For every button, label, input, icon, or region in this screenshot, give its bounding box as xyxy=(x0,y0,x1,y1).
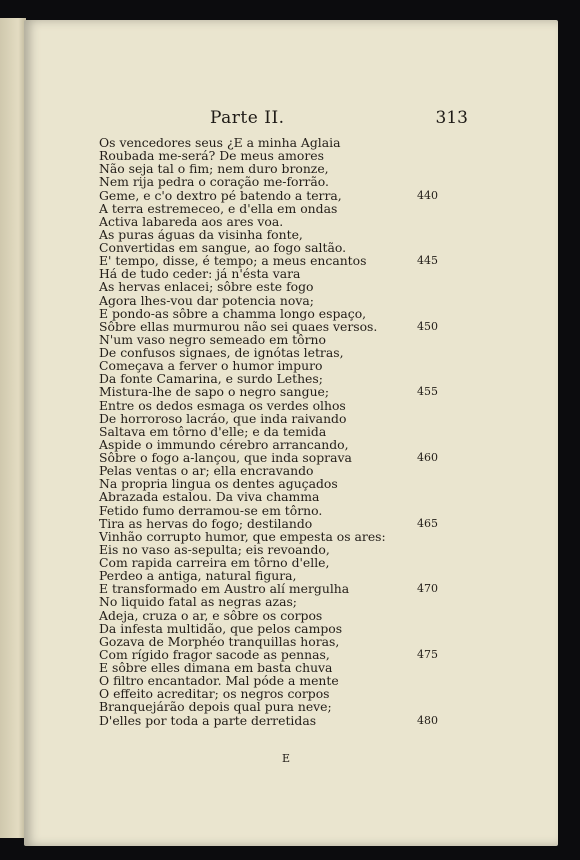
line-number: 480 xyxy=(417,713,438,727)
verse-text: O filtro encantador. Mal póde a mente xyxy=(99,673,339,689)
verse-text: Adeja, cruza o ar, e sôbre os corpos xyxy=(99,607,323,623)
verse-line xyxy=(99,714,539,727)
line-number: 440 xyxy=(417,188,438,202)
verse-text: Entre os dedos esmaga os verdes olhos xyxy=(99,397,346,413)
verse-text: As hervas enlacei; sôbre este fogo xyxy=(99,279,314,295)
verse-text: Aspide o immundo cérebro arrancando, xyxy=(99,436,349,452)
verse-text: Nem rija pedra o coração me-forrão. xyxy=(99,174,329,190)
line-number: 470 xyxy=(417,582,438,596)
verse-text: Com rígido fragor sacode as pennas, xyxy=(99,646,330,662)
verse-text: Convertidas em sangue, ao fogo saltão. xyxy=(99,240,347,255)
line-number: 455 xyxy=(417,385,438,399)
verse-text: Os vencedores seus ¿E a minha Aglaia xyxy=(99,135,341,150)
verse-text: D'elles por toda a parte derretidas xyxy=(99,712,317,728)
verse-text: Com rapida carreira em tôrno d'elle, xyxy=(99,555,330,570)
verse-text: E' tempo, disse, é tempo; a meus encantos xyxy=(99,253,367,269)
verse-text: Activa labareda aos ares voa. xyxy=(99,213,284,229)
verse-text: O effeito acreditar; os negros corpos xyxy=(99,686,330,702)
verse-text: Geme, e c'o dextro pé batendo a terra, xyxy=(99,187,342,203)
verse-text: Da fonte Camarina, e surdo Lethes; xyxy=(99,371,323,387)
verse-text: Roubada me-será? De meus amores xyxy=(99,148,324,164)
verse-text: De confusos signaes, de ignótas letras, xyxy=(99,345,344,360)
verse-text: Vinhão corrupto humor, que empesta os ares: xyxy=(99,528,386,544)
verse-text: Tira as hervas do fogo; destilando xyxy=(99,515,313,531)
verse-text: Perdeo a antiga, natural figura, xyxy=(99,568,297,584)
verse-text: Não seja tal o fim; nem duro bronze, xyxy=(99,161,329,177)
verse-text: Gozava de Morphéo tranquillas horas, xyxy=(99,633,340,649)
line-number: 465 xyxy=(417,516,438,530)
verse-text: E pondo-as sôbre a chamma longo espaço, xyxy=(99,305,367,321)
poem-text xyxy=(99,136,539,727)
verse-text: Pelas ventas o ar; ella encravando xyxy=(99,463,314,479)
verse-text: Fetido fumo derramou-se em tôrno. xyxy=(99,502,323,518)
verse-text: Agora lhes-vou dar potencia nova; xyxy=(99,292,314,308)
line-number: 460 xyxy=(417,451,438,464)
verse-text: E transformado em Austro alí mergulha xyxy=(99,581,350,597)
verse-text: Eis no vaso as-sepulta; eis revoando, xyxy=(99,541,330,557)
running-header xyxy=(24,108,558,130)
verse-text: No liquido fatal as negras azas; xyxy=(99,594,297,610)
line-number: 475 xyxy=(417,647,438,661)
verse-text: Na propria lingua os dentes aguçados xyxy=(99,476,338,492)
verse-text: Começava a ferver o humor impuro xyxy=(99,358,323,374)
page-number: 313 xyxy=(435,108,468,128)
running-title: Parte II. xyxy=(210,108,285,128)
verse-text: Branquejárão depois qual pura neve; xyxy=(99,699,332,715)
verse-text: De horroroso lacráo, que inda raivando xyxy=(99,410,347,426)
verse-text: Abrazada estalou. Da viva chamma xyxy=(99,489,320,505)
previous-page-edge xyxy=(0,18,26,838)
verse-text: As puras águas da visinha fonte, xyxy=(99,226,303,242)
book-page xyxy=(24,20,558,846)
line-number: 450 xyxy=(417,319,438,333)
line-number: 445 xyxy=(417,254,438,268)
verse-text: E sôbre elles dimana em basta chuva xyxy=(99,660,333,675)
verse-text: A terra estremeceo, e d'ella em ondas xyxy=(99,200,338,216)
signature-mark: E xyxy=(282,752,291,765)
verse-text: Sôbre ellas murmurou não sei quaes versos. xyxy=(99,318,378,334)
verse-text: Saltava em tôrno d'elle; e da temida xyxy=(99,423,327,439)
verse-text: Da infesta multidão, que pelos campos xyxy=(99,620,343,636)
verse-text: Mistura-lhe de sapo o negro sangue; xyxy=(99,384,330,400)
verse-text: N'um vaso negro semeado em tôrno xyxy=(99,331,326,347)
verse-text: Há de tudo ceder: já n'ésta vara xyxy=(99,266,301,282)
verse-text: Sôbre o fogo a-lançou, que inda soprava xyxy=(99,450,352,465)
